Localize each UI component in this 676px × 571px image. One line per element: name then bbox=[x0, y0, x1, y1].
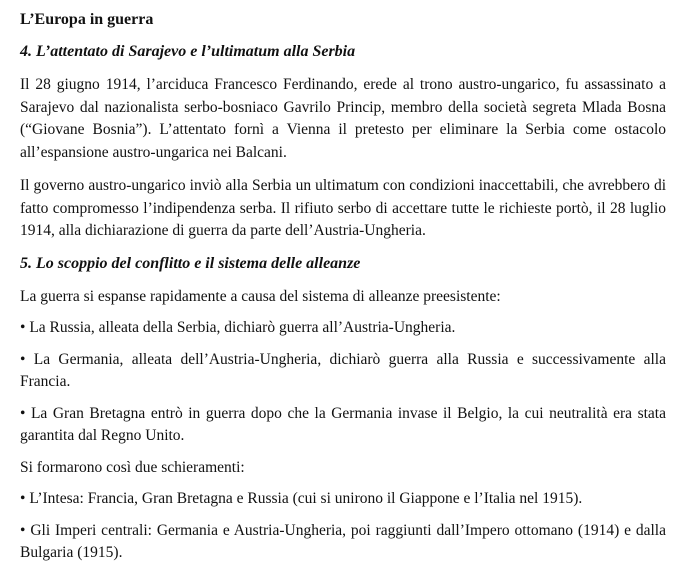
section-heading-4: 4. L’attentato di Sarajevo e l’ultimatum alla Serbia bbox=[20, 43, 356, 60]
bullet-item-entente: • L’Intesa: Francia, Gran Bretagna e Russia (cui si unirono il Giappone e l’Italia nel 1915). bbox=[20, 488, 666, 511]
paragraph-alliances-intro: La guerra si espanse rapidamente a causa del sistema di alleanze preesistente: bbox=[20, 287, 501, 305]
paragraph-sides-intro: Si formarono così due schieramenti: bbox=[20, 458, 245, 476]
bullet-item-russia: • La Russia, alleata della Serbia, dichiarò guerra all’Austria-Ungheria. bbox=[20, 317, 666, 340]
bullet-item-germany: • La Germania, alleata dell’Austria-Ungheria, dichiarò guerra alla Russia e successivamente alla Francia. bbox=[20, 349, 666, 394]
paragraph-sarajevo: Il 28 giugno 1914, l’arciduca Francesco Ferdinando, erede al trono austro-ungarico, fu assassinato a Sarajevo dal nazionalista serbo-bosniaco Gavrilo Princip, membro della società segreta Mlada Bosna (“Giovane Bosnia”). L’attentato fornì a Vienna il pretesto per eliminare la Serbia come ostacolo all’espansione austro-ungarica nei Balcani. bbox=[20, 76, 666, 161]
bullet-item-central-powers: • Gli Imperi centrali: Germania e Austria-Ungheria, poi raggiunti dall’Impero ottomano (1914) e dalla Bulgaria (1915). bbox=[20, 520, 666, 565]
document-title: L’Europa in guerra bbox=[20, 11, 154, 28]
section-heading-5: 5. Lo scoppio del conflitto e il sistema delle alleanze bbox=[20, 254, 361, 272]
paragraph-ultimatum: Il governo austro-ungarico inviò alla Serbia un ultimatum con condizioni inaccettabili, che avrebbero di fatto compromesso l’indipendenza serba. Il rifiuto serbo di accettare tutte le richieste portò, il 28 luglio 1914, alla dichiarazione di guerra da parte dell’Austria-Ungheria. bbox=[20, 177, 666, 239]
bullet-item-britain: • La Gran Bretagna entrò in guerra dopo che la Germania invase il Belgio, la cui neutralità era stata garantita dal Regno Unito. bbox=[20, 403, 666, 448]
